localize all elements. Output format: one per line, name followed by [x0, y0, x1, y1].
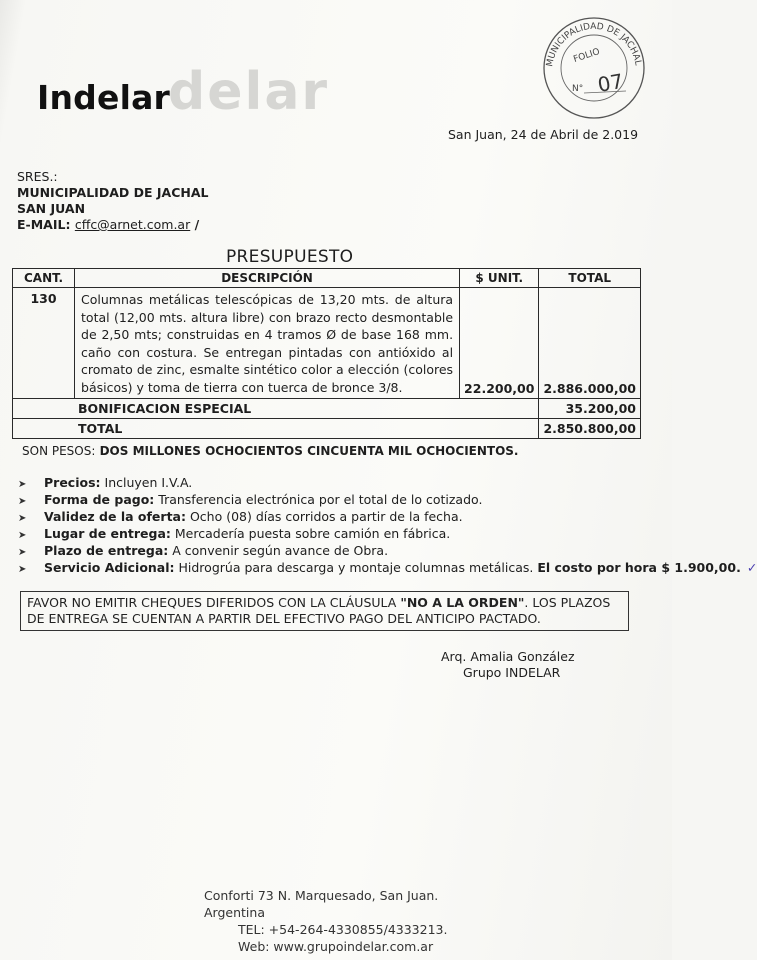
conditions-list — [18, 474, 757, 576]
arrow-bullet-icon: ➤ — [18, 564, 27, 575]
column-header-cant: CANT. — [13, 269, 75, 288]
svg-text:MUNICIPALIDAD DE JACHAL — [545, 22, 642, 68]
footer-phone: TEL: +54-264-4330855/4333213. — [238, 922, 448, 937]
table-header-row — [13, 269, 641, 288]
recipient-name: MUNICIPALIDAD DE JACHAL — [17, 185, 209, 200]
condition-value: Mercadería puesta sobre camión en fábrica. — [170, 526, 451, 541]
email-suffix: / — [190, 217, 200, 232]
list-item — [18, 491, 757, 508]
amount-words-text: DOS MILLONES OCHOCIENTOS CINCUENTA MIL OCHOCIENTOS. — [99, 444, 519, 458]
salutation: SRES.: — [17, 169, 58, 184]
quote-table — [12, 268, 641, 439]
payment-notice — [20, 591, 629, 631]
email-label: E-MAIL: — [17, 217, 71, 232]
stamp-folio-label: FOLIO — [572, 47, 602, 65]
condition-value: Ocho (08) días corridos a partir de la fecha. — [185, 509, 463, 524]
stamp-number: 07 — [595, 68, 626, 97]
footer-website[interactable]: Web: www.grupoindelar.com.ar — [238, 939, 434, 954]
condition-key: Plazo de entrega: — [44, 543, 169, 558]
notice-text-2: . LOS PLAZOS DE ENTREGA SE CUENTAN A PARTIR DEL EFECTIVO PAGO DEL ANTICIPO PACTADO. — [27, 595, 611, 626]
condition-key: Validez de la oferta: — [44, 509, 186, 524]
list-item — [18, 542, 757, 559]
check-mark-icon: ✓ — [746, 560, 757, 575]
column-header-total: TOTAL — [539, 269, 641, 288]
item-quantity: 130 — [13, 288, 75, 399]
recipient-block — [17, 169, 208, 233]
arrow-bullet-icon: ➤ — [18, 547, 27, 558]
document-date: San Juan, 24 de Abril de 2.019 — [448, 127, 639, 142]
recipient-city: SAN JUAN — [17, 201, 86, 216]
discount-row — [13, 399, 641, 419]
arrow-bullet-icon: ➤ — [18, 513, 27, 524]
item-total: 2.886.000,00 — [539, 288, 641, 399]
table-row — [13, 288, 641, 399]
notice-text-1: FAVOR NO EMITIR CHEQUES DIFERIDOS CON LA CLÁUSULA — [27, 595, 401, 610]
notice-emphasis: "NO A LA ORDEN" — [400, 595, 525, 610]
logo-watermark: delar — [168, 62, 330, 122]
total-label: TOTAL — [13, 419, 539, 439]
arrow-bullet-icon: ➤ — [18, 530, 27, 541]
stamp-number-prefix: N° — [572, 84, 584, 94]
condition-key: Forma de pago: — [44, 492, 155, 507]
total-value: 2.850.800,00 — [539, 419, 641, 439]
recipient-email-line — [17, 217, 208, 233]
arrow-bullet-icon: ➤ — [18, 496, 27, 507]
municipal-stamp — [534, 13, 654, 123]
condition-value: Incluyen I.V.A. — [100, 475, 193, 490]
footer — [204, 887, 494, 955]
amount-words-label: SON PESOS: — [22, 444, 96, 458]
arrow-bullet-icon: ➤ — [18, 479, 27, 490]
amount-in-words — [22, 444, 519, 458]
list-item — [18, 508, 757, 525]
condition-extra: El costo por hora $ 1.900,00. — [537, 560, 741, 575]
quote-title: PRESUPUESTO — [226, 247, 354, 267]
signer-name: Arq. Amalia González — [441, 649, 575, 664]
column-header-description: DESCRIPCIÓN — [75, 269, 460, 288]
footer-address: Conforti 73 N. Marquesado, San Juan. Argentina — [204, 888, 439, 920]
list-item — [18, 525, 757, 542]
condition-key: Precios: — [44, 475, 101, 490]
total-row — [13, 419, 641, 439]
list-item — [18, 474, 757, 491]
list-item — [18, 559, 757, 576]
stamp-ring-text: MUNICIPALIDAD DE JACHAL — [545, 21, 643, 68]
condition-value: A convenir según avance de Obra. — [168, 543, 389, 558]
column-header-unit-price: $ UNIT. — [460, 269, 539, 288]
condition-key: Servicio Adicional: — [44, 560, 175, 575]
item-description: Columnas metálicas telescópicas de 13,20 mts. de altura total (12,00 mts. altura libre) con brazo recto desmontable de 2,50 mts; construidas en 4 tramos Ø de base 168 mm. caño con costura. Se entregan pintadas con antióxido al cromato de zinc, esmalte sintético color a elección (colores básicos) y toma de tierra con tuerca de bronce 3/8. — [75, 288, 460, 399]
signer-company: Grupo INDELAR — [463, 665, 561, 680]
company-logo: Indelar — [37, 78, 171, 117]
condition-key: Lugar de entrega: — [44, 526, 171, 541]
discount-value: 35.200,00 — [539, 399, 641, 419]
signature-block — [441, 649, 575, 681]
item-unit-price: 22.200,00 — [460, 288, 539, 399]
discount-label: BONIFICACION ESPECIAL — [13, 399, 539, 419]
email-link[interactable]: cffc@arnet.com.ar — [74, 217, 191, 232]
condition-value: Transferencia electrónica por el total de lo cotizado. — [154, 492, 483, 507]
condition-value: Hidrogrúa para descarga y montaje columnas metálicas. — [174, 560, 538, 575]
